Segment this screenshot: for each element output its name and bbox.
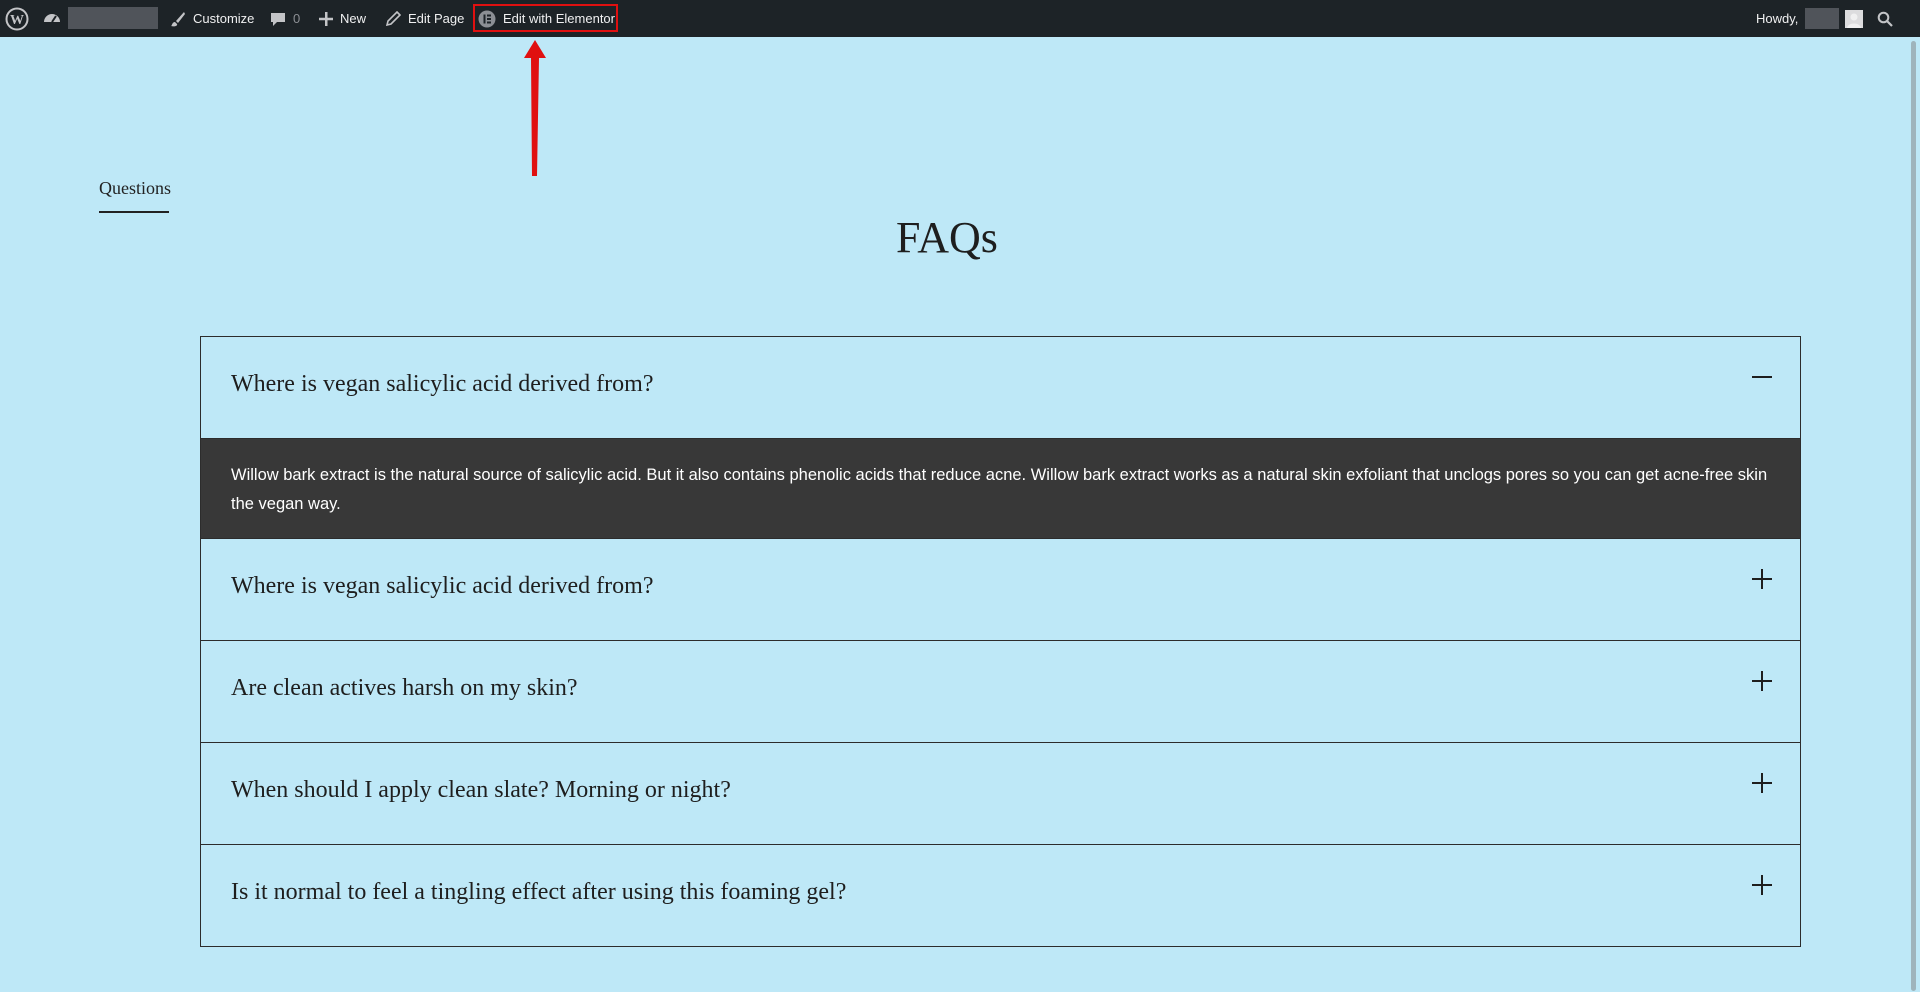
howdy-label: Howdy, <box>1756 11 1799 26</box>
svg-text:W: W <box>10 12 24 28</box>
new-label: New <box>340 11 367 26</box>
customize-label: Customize <box>193 11 255 26</box>
faq-accordion <box>200 336 1801 947</box>
faq-question: Is it normal to feel a tingling effect after using this foaming gel? <box>231 879 847 905</box>
tab-questions[interactable]: Questions <box>99 178 169 213</box>
faq-question: When should I apply clean slate? Morning or night? <box>231 777 731 803</box>
scrollbar-thumb[interactable] <box>1911 41 1916 991</box>
faq-item-4-header[interactable] <box>201 743 1800 845</box>
faq-answer: Willow bark extract is the natural source of salicylic acid. But it also contains phenolic acids that reduce acne. Willow bark extract works as a natural skin exfoliant that unclogs pores so you can get acne-free skin the vegan way. <box>201 439 1800 539</box>
edit-page-label: Edit Page <box>408 11 465 26</box>
scrollbar[interactable] <box>1906 37 1920 992</box>
faq-item-2-header[interactable] <box>201 539 1800 641</box>
comments-count: 0 <box>293 11 301 26</box>
plus-icon[interactable] <box>1752 671 1772 691</box>
plus-icon[interactable] <box>1752 875 1772 895</box>
faq-question: Are clean actives harsh on my skin? <box>231 675 578 701</box>
page-title: FAQs <box>896 213 998 262</box>
faq-item-1-header[interactable] <box>201 337 1800 439</box>
faq-question: Where is vegan salicylic acid derived from? <box>231 371 654 397</box>
faq-item-5-header[interactable] <box>201 845 1800 947</box>
faq-question: Where is vegan salicylic acid derived from? <box>231 573 654 599</box>
faq-item-3-header[interactable] <box>201 641 1800 743</box>
edit-with-elementor-label: Edit with Elementor <box>503 11 615 26</box>
plus-icon[interactable] <box>1752 569 1772 589</box>
plus-icon[interactable] <box>1752 773 1772 793</box>
minus-icon[interactable] <box>1752 367 1772 387</box>
